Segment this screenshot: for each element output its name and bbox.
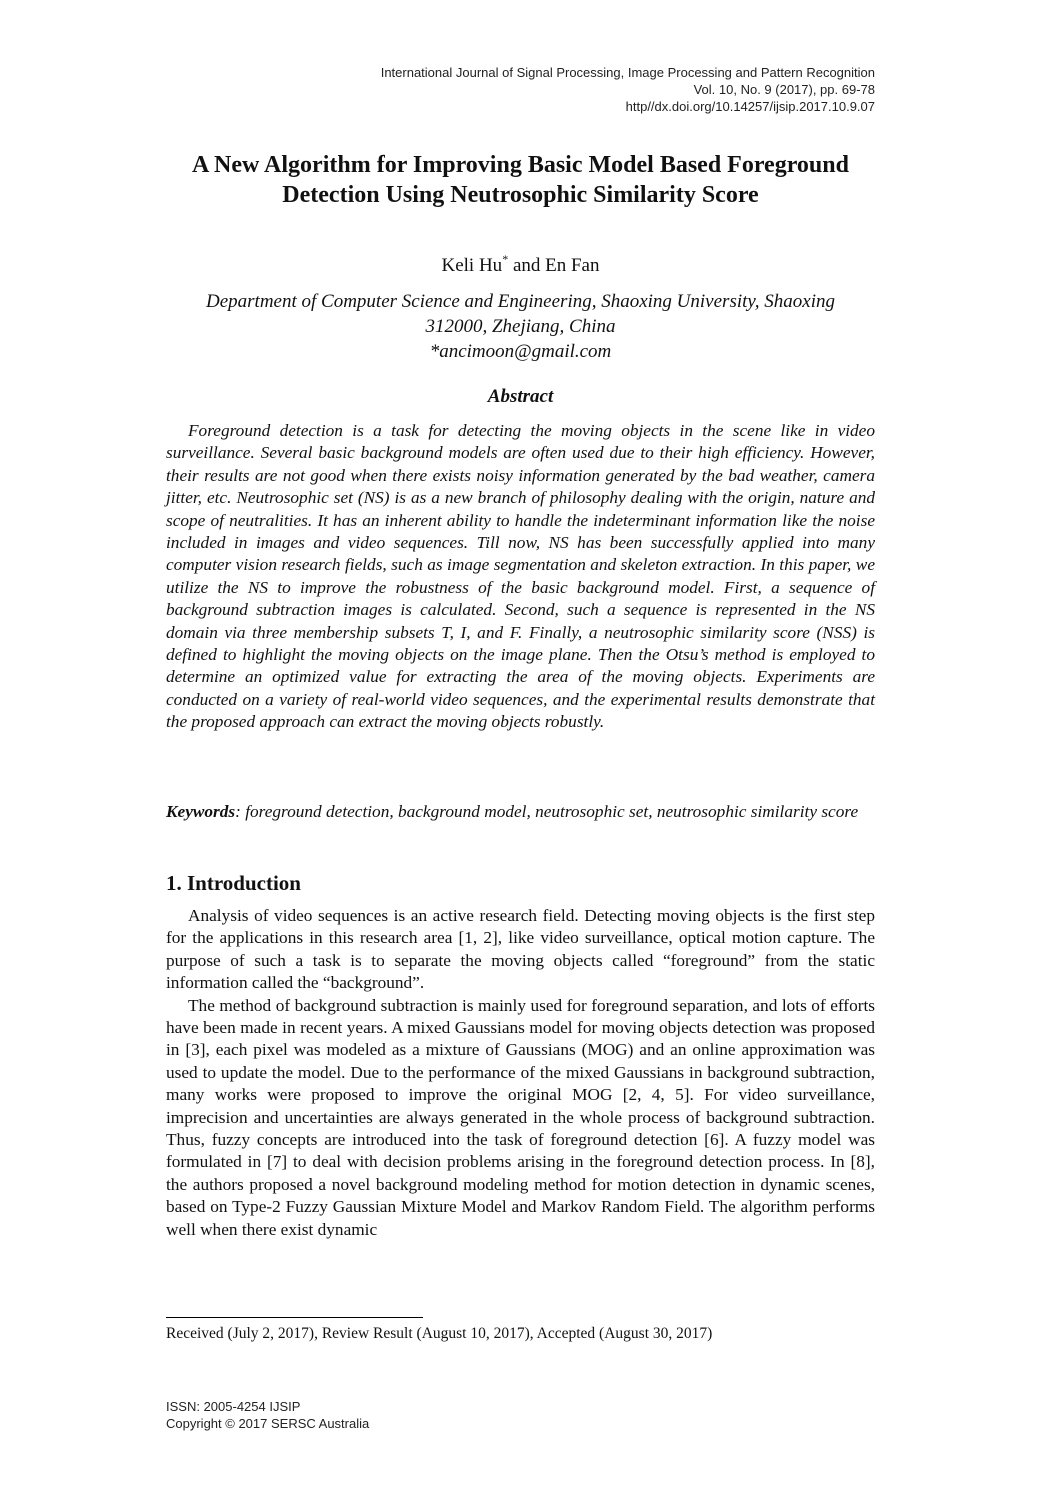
- corresponding-author-mark: *: [502, 252, 509, 266]
- affiliation-line-2: 312000, Zhejiang, China: [425, 316, 616, 337]
- journal-name: International Journal of Signal Processing, Image Processing and Pattern Recognition: [380, 65, 875, 80]
- author-rest: and En Fan: [508, 255, 600, 276]
- introduction-paragraph: The method of background subtraction is mainly used for foreground separation, and lots of efforts have been made in recent years. A mixed Gaussians model for moving objects detection was proposed in [3], each pixel was modeled as a mixture of Gaussians (MOG) and an online approximation was used to update the model. Due to the performance of the mixed Gaussians in background subtraction, many works were proposed to improve the original MOG [2, 4, 5]. For video surveillance, imprecision and uncertainties are always generated in the whole process of background subtraction. Thus, fuzzy concepts are introduced into the task of foreground detection [6]. A fuzzy model was formulated in [7] to deal with decision problems arising in the foreground detection process. In [8], the authors proposed a novel background modeling method for motion detection in dynamic scenes, based on Type-2 Fuzzy Gaussian Mixture Model and Markov Random Field. The algorithm performs well when there exist dynamic: [166, 995, 875, 1239]
- introduction-paragraph: Analysis of video sequences is an active research field. Detecting moving objects is the first step for the applications in this research area [1, 2], like video surveillance, optical motion capture. The purpose of such a task is to separate the moving objects called “foreground” from the static information called the “background”.: [166, 906, 875, 993]
- title-line-1: A New Algorithm for Improving Basic Model Based Foreground: [192, 152, 849, 178]
- paper-title: [166, 150, 875, 210]
- introduction-body: [166, 905, 875, 1241]
- title-line-2: Detection Using Neutrosophic Similarity Score: [282, 182, 759, 208]
- journal-doi: http//dx.doi.org/10.14257/ijsip.2017.10.9.07: [625, 99, 875, 114]
- issn: ISSN: 2005-4254 IJSIP: [166, 1399, 301, 1414]
- journal-header: [381, 64, 875, 115]
- keywords-label: Keywords: [166, 802, 236, 821]
- footnote-divider: [166, 1317, 423, 1318]
- affiliation: [166, 289, 875, 364]
- introduction-heading: 1. Introduction: [166, 871, 301, 895]
- author-first: Keli Hu: [441, 255, 503, 276]
- journal-volume: Vol. 10, No. 9 (2017), pp. 69-78: [693, 82, 875, 97]
- copyright: Copyright © 2017 SERSC Australia: [166, 1416, 370, 1431]
- abstract-text: Foreground detection is a task for detecting the moving objects in the scene like in video surveillance. Several basic background models are often used due to their high efficiency. However, their results are not good when there exists noisy information generated by the bad weather, camera jitter, etc. Neutrosophic set (NS) is as a new branch of philosophy dealing with the origin, nature and scope of neutralities. It has an inherent ability to handle the indeterminant information like the noise included in images and video sequences. Till now, NS has been successfully applied into many computer vision research fields, such as image segmentation and skeleton extraction. In this paper, we utilize the NS to improve the robustness of the basic background model. First, a sequence of background subtraction images is calculated. Second, such a sequence is represented in the NS domain via three membership subsets T, I, and F. Finally, a neutrosophic similarity score (NSS) is defined to highlight the moving objects on the image plane. Then the Otsu’s method is employed to determine an optimized value for extracting the area of the moving objects. Experiments are conducted on a variety of real-world video sequences, and the experimental results demonstrate that the proposed approach can extract the moving objects robustly.: [166, 421, 875, 732]
- page-footer: [166, 1398, 369, 1432]
- received-dates-footnote: Received (July 2, 2017), Review Result (August 10, 2017), Accepted (August 30, 2017): [166, 1325, 713, 1342]
- author-line: [166, 254, 875, 278]
- author-email: *ancimoon@gmail.com: [429, 341, 612, 362]
- affiliation-line-1: Department of Computer Science and Engineering, Shaoxing University, Shaoxing: [206, 291, 835, 312]
- abstract-heading: Abstract: [487, 386, 554, 407]
- keywords-text: : foreground detection, background model, neutrosophic set, neutrosophic similarity score: [235, 802, 859, 821]
- keywords: [166, 801, 875, 823]
